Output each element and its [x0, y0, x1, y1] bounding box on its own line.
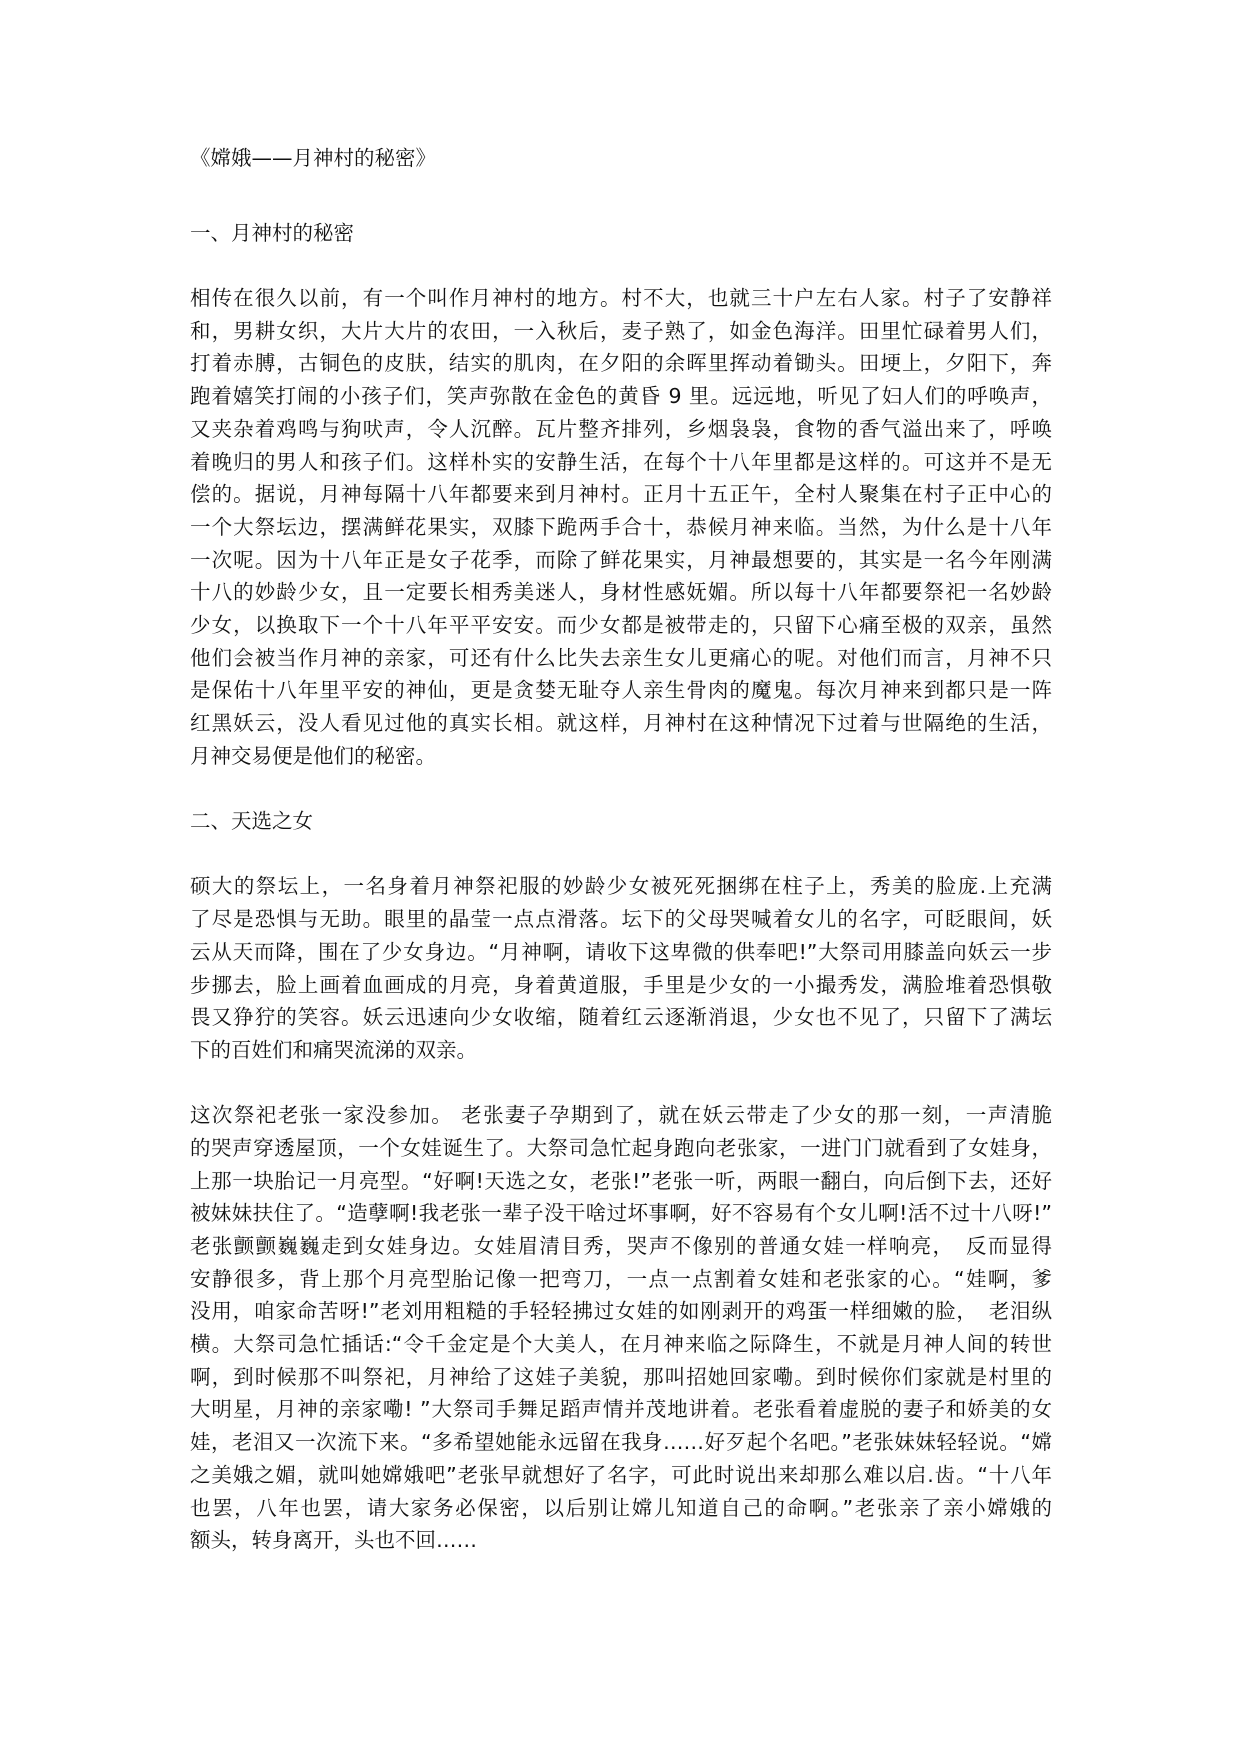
text-line: 被妹妹扶住了。“造孽啊!我老张一辈子没干啥过坏事啊，好不容易有个女儿啊!活不过十八呀!”: [190, 1201, 1052, 1226]
text-line: 又夹杂着鸡鸣与狗吠声，令人沉醉。瓦片整齐排列，乡烟袅袅，食物的香气溢出来了，呼唤: [190, 416, 1052, 441]
text-line: 大明星，月神的亲家嘞! ”大祭司手舞足蹈声情并茂地讲着。老张看着虚脱的妻子和娇美的女: [190, 1397, 1052, 1422]
text-line: 老张颤颤巍巍走到女娃身边。女娃眉清目秀，哭声不像别的普通女娃一样响亮， 反而显得: [190, 1234, 1052, 1258]
text-line: 跑着嬉笑打闹的小孩子们，笑声弥散在金色的黄昏 9 里。远远地，听见了妇人们的呼唤声，: [190, 384, 1052, 409]
text-line: 着晚归的男人和孩子们。这样朴实的安静生活，在每个十八年里都是这样的。可这并不是无: [190, 449, 1052, 474]
text-line: 横。大祭司急忙插话:“令千金定是个大美人，在月神来临之际降生，不就是月神人间的转世: [190, 1332, 1052, 1357]
paragraph: [190, 870, 1052, 1066]
text-line: 步挪去，脸上画着血画成的月亮，身着黄道服，手里是少女的一小撮秀发，满脸堆着恐惧敬: [190, 972, 1052, 997]
text-line: 了尽是恐惧与无助。眼里的晶莹一点点滑落。坛下的父母哭喊着女儿的名字，可眨眼间，妖: [190, 907, 1052, 932]
text-line: 少女，以换取下一个十八年平平安安。而少女都是被带走的，只留下心痛至极的双亲，虽然: [190, 612, 1052, 637]
text-line: 啊，到时候那不叫祭祀，月神给了这娃子美貌，那叫招她回家嘞。到时候你们家就是村里的: [190, 1364, 1052, 1389]
text-line: 的哭声穿透屋顶，一个女娃诞生了。大祭司急忙起身跑向老张家，一进门门就看到了女娃身，: [190, 1135, 1052, 1160]
paragraph: [190, 282, 1052, 772]
text-line: 额头，转身离开，头也不回……: [190, 1528, 477, 1553]
section-heading: 一、月神村的秘密: [190, 220, 354, 245]
text-line: 云从天而降，围在了少女身边。“月神啊，请收下这卑微的供奉吧!”大祭司用膝盖向妖云一步: [190, 939, 1052, 964]
text-line: 这次祭祀老张一家没参加。 老张妻子孕期到了，就在妖云带走了少女的那一刻，一声清脆: [190, 1103, 1052, 1128]
section-heading: 二、天选之女: [190, 809, 313, 834]
text-line: 一次呢。因为十八年正是女子花季，而除了鲜花果实，月神最想要的，其实是一名今年刚满: [190, 547, 1052, 572]
text-line: 偿的。据说，月神每隔十八年都要来到月神村。正月十五正午，全村人聚集在村子正中心的: [190, 482, 1052, 507]
text-line: 畏又狰狞的笑容。妖云迅速向少女收缩，随着红云逐渐消退，少女也不见了，只留下了满坛: [190, 1005, 1052, 1030]
text-line: 一个大祭坛边，摆满鲜花果实，双膝下跪两手合十，恭候月神来临。当然，为什么是十八年: [190, 514, 1052, 539]
text-line: 月神交易便是他们的秘密。: [190, 743, 436, 768]
text-line: 和，男耕女织，大片大片的农田，一入秋后，麦子熟了，如金色海洋。田里忙碌着男人们，: [190, 318, 1052, 343]
text-line: 没用，咱家命苦呀!”老刘用粗糙的手轻轻拂过女娃的如刚剥开的鸡蛋一样细嫩的脸， 老泪纵: [190, 1299, 1052, 1324]
text-line: 上那一块胎记一月亮型。“好啊!天选之女，老张!”老张一听，两眼一翻白，向后倒下去，还好: [190, 1168, 1052, 1193]
text-line: 硕大的祭坛上，一名身着月神祭祀服的妙龄少女被死死捆绑在柱子上，秀美的脸庞.上充满: [190, 874, 1052, 899]
text-line: 红黑妖云，没人看见过他的真实长相。就这样，月神村在这种情况下过着与世隔绝的生活，: [190, 711, 1052, 735]
text-line: 娃，老泪又一次流下来。“多希望她能永远留在我身……好歹起个名吧。”老张妹妹轻轻说。“嫦: [190, 1430, 1052, 1455]
text-line: 也罢，八年也罢，请大家务必保密，以后别让嫦儿知道自己的命啊。”老张亲了亲小嫦娥的: [190, 1495, 1052, 1520]
text-line: 他们会被当作月神的亲家，可还有什么比失去亲生女儿更痛心的呢。对他们而言，月神不只: [190, 645, 1052, 670]
text-line: 安静很多，背上那个月亮型胎记像一把弯刀，一点一点割着女娃和老张家的心。“娃啊，爹: [190, 1266, 1052, 1291]
document-page: [190, 142, 1052, 1590]
paragraph: [190, 1099, 1052, 1557]
document-title: 《嫦娥——月神村的秘密》: [190, 146, 436, 170]
text-line: 十八的妙龄少女，且一定要长相秀美迷人，身材性感妩媚。所以每十八年都要祭祀一名妙龄: [190, 580, 1052, 605]
text-line: 相传在很久以前，有一个叫作月神村的地方。村不大，也就三十户左右人家。村子了安静祥: [190, 286, 1052, 311]
text-line: 之美娥之媚，就叫她嫦娥吧”老张早就想好了名字，可此时说出来却那么难以启.齿。“十八年: [190, 1462, 1052, 1487]
text-line: 打着赤膊，古铜色的皮肤，结实的肌肉，在夕阳的余晖里挥动着锄头。田埂上，夕阳下，奔: [190, 351, 1052, 376]
text-line: 下的百姓们和痛哭流涕的双亲。: [190, 1037, 477, 1062]
text-line: 是保佑十八年里平安的神仙，更是贪婪无耻夺人亲生骨肉的魔鬼。每次月神来到都只是一阵: [190, 678, 1052, 703]
